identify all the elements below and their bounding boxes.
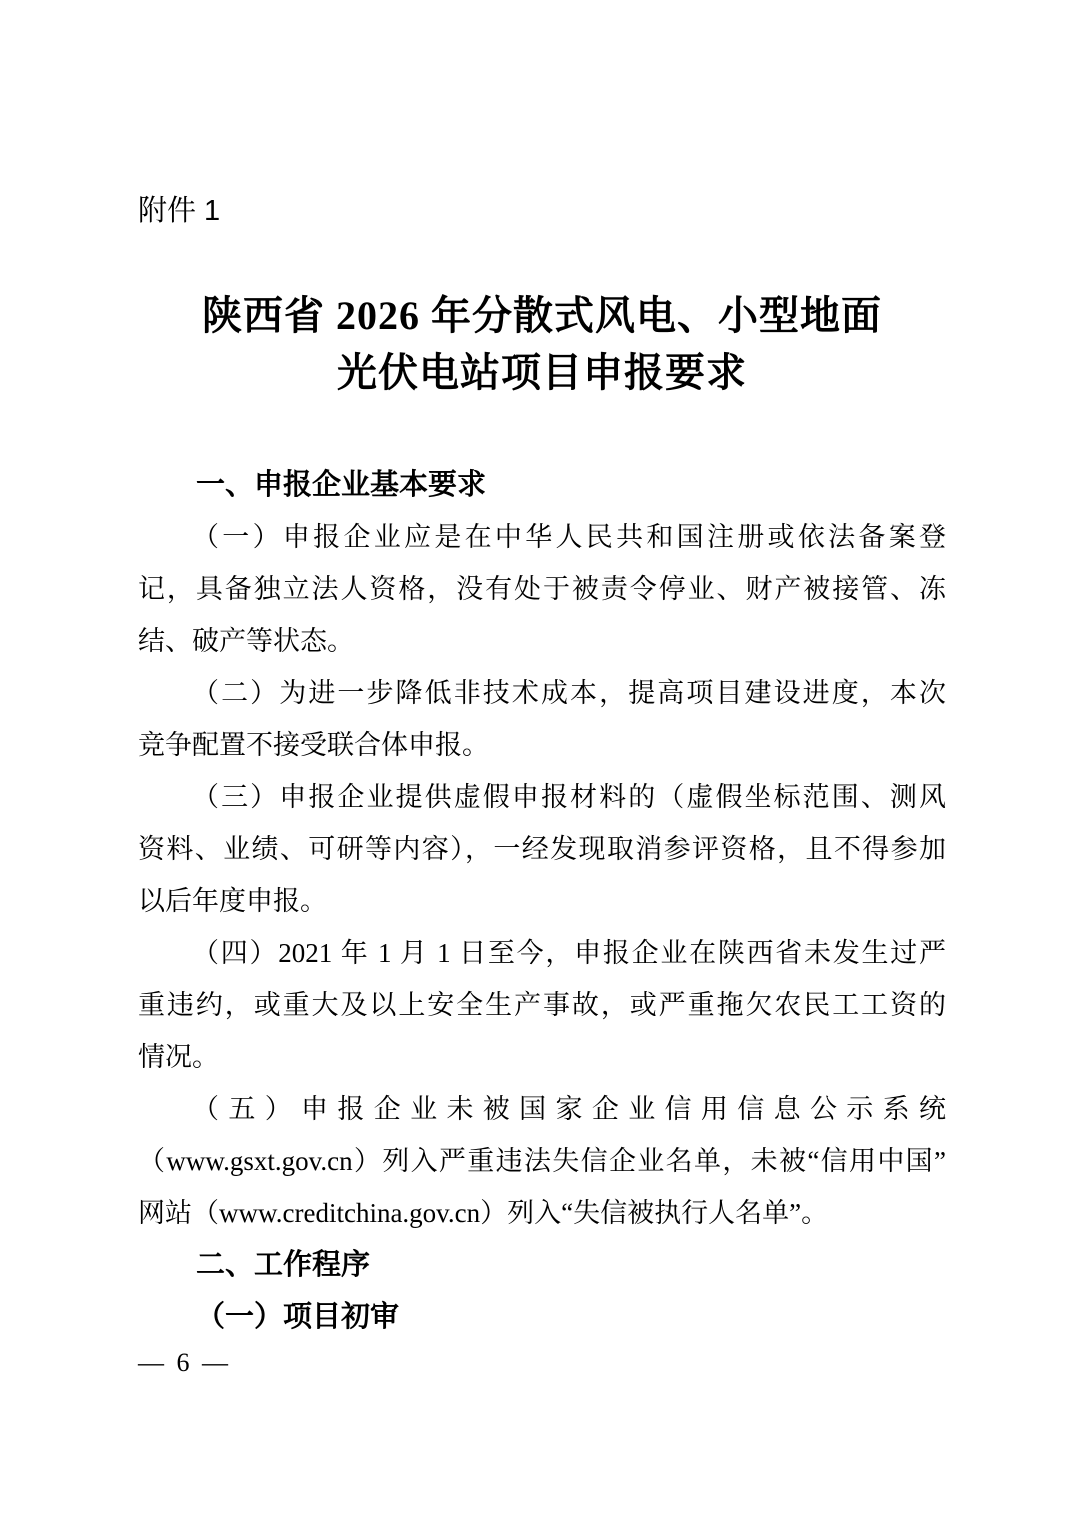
paragraph5-line1: （五）申报企业未被国家企业信用信息公示系统 <box>192 1094 946 1124</box>
paragraph2-line2: 竞争配置不接受联合体申报。 <box>138 730 489 760</box>
page-number: — 6 — <box>138 1348 231 1377</box>
document-title-line2: 光伏电站项目申报要求 <box>337 350 747 395</box>
section2-heading: 二、工作程序 <box>196 1249 371 1281</box>
document-title <box>138 287 946 401</box>
paragraph1-line3: 结、破产等状态。 <box>138 626 354 656</box>
paragraph1-line2: 记，具备独立法人资格，没有处于被责令停业、财产被接管、冻 <box>138 574 946 604</box>
paragraph1-line1: （一）申报企业应是在中华人民共和国注册或依法备案登 <box>192 522 946 552</box>
section2-subheading1: （一）项目初审 <box>196 1301 400 1333</box>
paragraph3-line3: 以后年度申报。 <box>138 886 327 916</box>
paragraph5-line2: （www.gsxt.gov.cn）列入严重违法失信企业名单，未被“信用中国” <box>138 1146 946 1176</box>
section1-heading: 一、申报企业基本要求 <box>196 469 487 501</box>
document-content <box>138 191 946 1343</box>
paragraph2-line1: （二）为进一步降低非技术成本，提高项目建设进度，本次 <box>192 678 946 708</box>
paragraph4-line1: （四）2021 年 1 月 1 日至今，申报企业在陕西省未发生过严 <box>192 938 946 968</box>
paragraph4-line3: 情况。 <box>138 1042 219 1072</box>
paragraph4-line2: 重违约，或重大及以上安全生产事故，或严重拖欠农民工工资的 <box>138 990 946 1020</box>
paragraph5-line3: 网站（www.creditchina.gov.cn）列入“失信被执行人名单”。 <box>138 1198 829 1228</box>
paragraph3-line1: （三）申报企业提供虚假申报材料的（虚假坐标范围、测风 <box>192 782 946 812</box>
paragraph3-line2: 资料、业绩、可研等内容），一经发现取消参评资格，且不得参加 <box>138 834 946 864</box>
attachment-label: 附件 1 <box>138 195 221 227</box>
document-title-line1: 陕西省 2026 年分散式风电、小型地面 <box>202 293 882 338</box>
